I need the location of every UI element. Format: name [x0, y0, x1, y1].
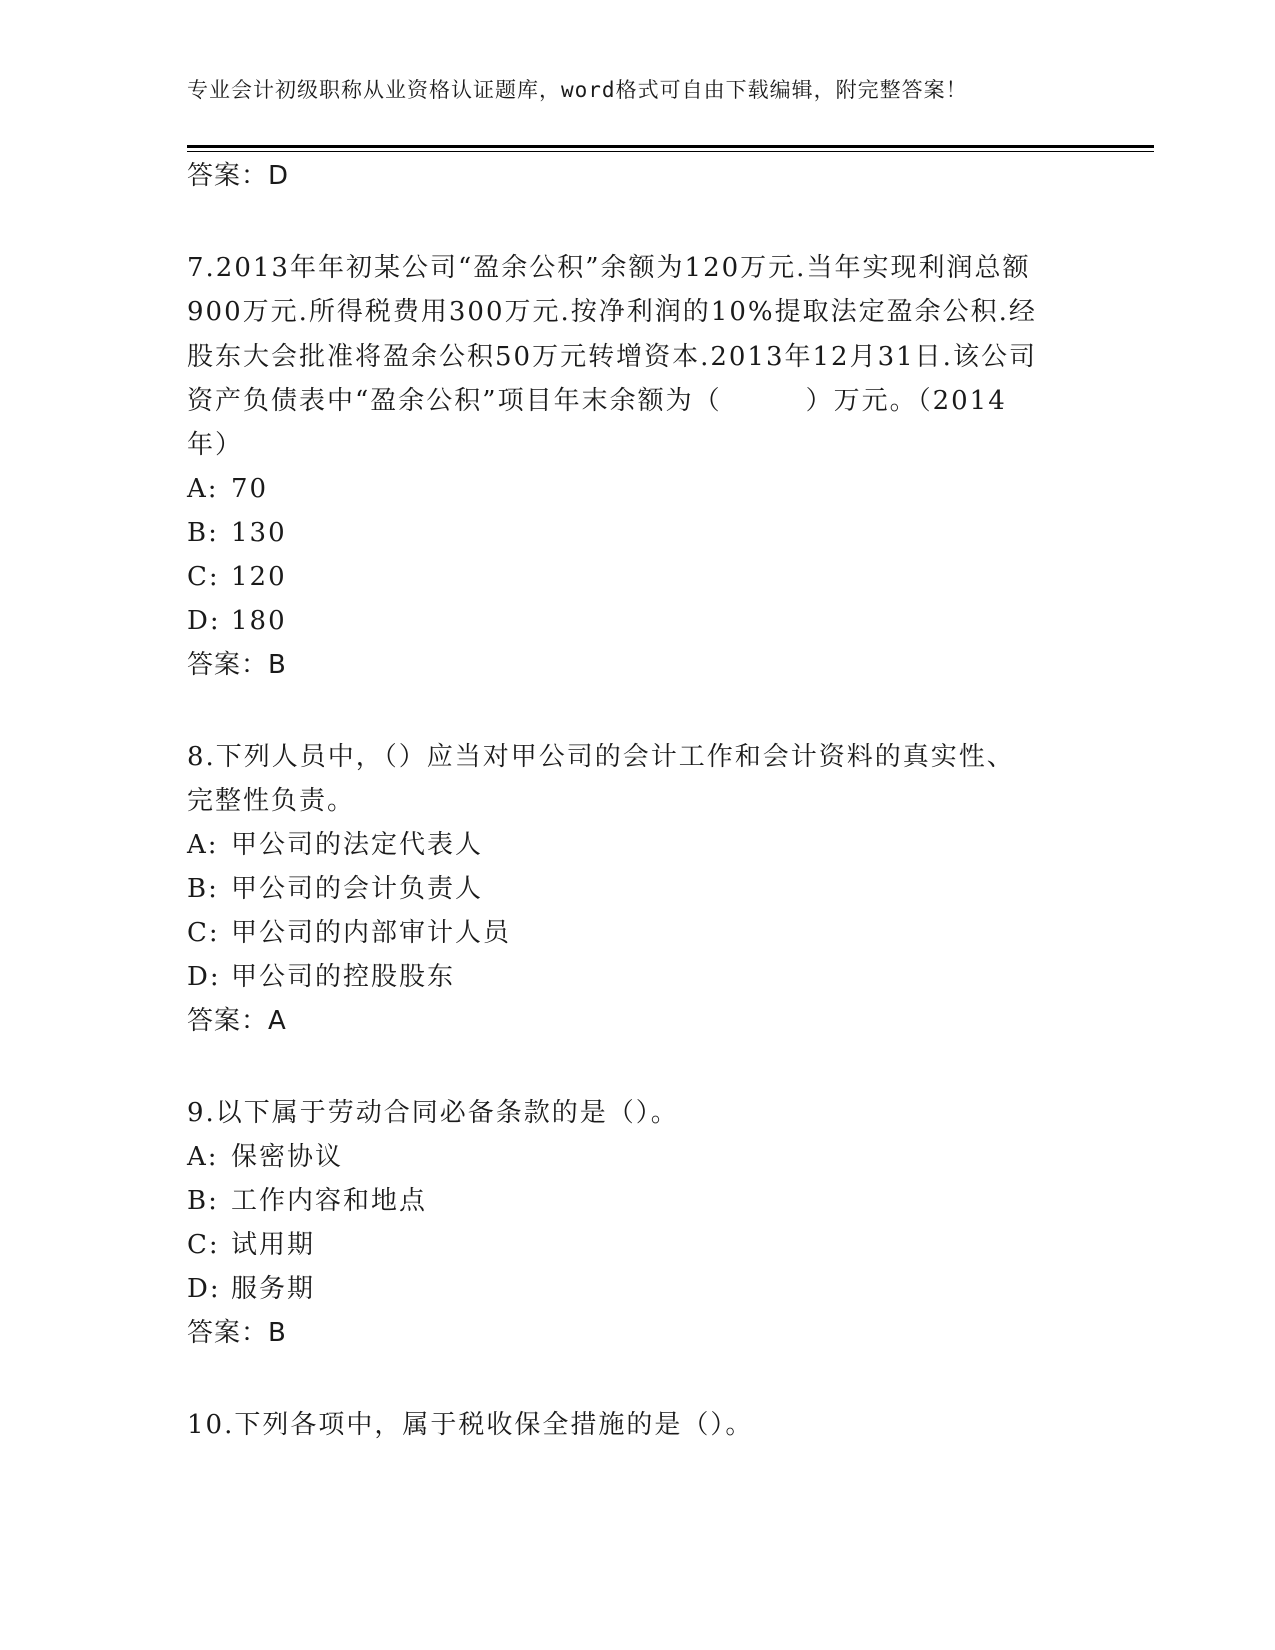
option-letter: B:	[187, 1186, 219, 1216]
question-8-line-1: 8.下列人员中，（）应当对甲公司的会计工作和会计资料的真实性、	[187, 742, 1015, 772]
option-7-b	[187, 513, 287, 553]
header-rule-thin	[187, 151, 1154, 152]
question-7-line-3: 股东大会批准将盈余公积50万元转增资本.2013年12月31日.该公司	[187, 342, 1037, 372]
question-10-line-1: 10.下列各项中，属于税收保全措施的是（）。	[187, 1410, 754, 1440]
question-7-line-5: 年）	[187, 430, 244, 460]
option-8-d	[187, 957, 455, 997]
question-7-line-1: 7.2013年年初某公司“盈余公积”余额为120万元.当年实现利润总额	[187, 253, 1031, 283]
question-8-line-2: 完整性负责。	[187, 786, 356, 816]
option-8-c	[187, 913, 511, 953]
option-9-a	[187, 1137, 343, 1177]
option-text: 甲公司的会计负责人	[231, 874, 484, 904]
option-text: 工作内容和地点	[231, 1186, 428, 1216]
option-9-d	[187, 1269, 315, 1309]
option-7-c	[187, 557, 287, 597]
option-letter: A:	[187, 1142, 219, 1172]
option-letter: A:	[187, 830, 219, 860]
option-letter: C:	[187, 918, 220, 948]
option-text: 70	[231, 474, 269, 504]
question-9-line-1: 9.以下属于劳动合同必备条款的是（）。	[187, 1098, 679, 1128]
page-header: 专业会计初级职称从业资格认证题库，word格式可自由下载编辑，附完整答案！	[187, 78, 968, 102]
answer-9: 答案：B	[187, 1318, 287, 1348]
option-letter: C:	[187, 562, 220, 592]
option-text: 甲公司的内部审计人员	[231, 918, 512, 948]
option-9-c	[187, 1225, 315, 1265]
option-8-b	[187, 869, 483, 909]
option-8-a	[187, 825, 483, 865]
option-7-d	[187, 601, 287, 641]
option-letter: D:	[187, 962, 221, 992]
question-7-line-4: 资产负债表中“盈余公积”项目年末余额为（ ）万元。（2014	[187, 386, 1007, 416]
question-7-line-2: 900万元.所得税费用300万元.按净利润的10%提取法定盈余公积.经	[187, 297, 1037, 327]
option-letter: D:	[187, 1274, 221, 1304]
option-letter: D:	[187, 606, 221, 636]
option-letter: B:	[187, 518, 219, 548]
answer-7: 答案：B	[187, 650, 287, 680]
option-7-a	[187, 469, 268, 509]
answer-prev: 答案：D	[187, 161, 290, 191]
header-rule-thick	[187, 145, 1154, 148]
option-text: 保密协议	[231, 1142, 344, 1172]
option-text: 180	[231, 606, 287, 636]
option-text: 130	[231, 518, 287, 548]
option-text: 试用期	[231, 1230, 316, 1260]
option-letter: A:	[187, 474, 219, 504]
option-letter: B:	[187, 874, 219, 904]
option-text: 120	[231, 562, 287, 592]
option-letter: C:	[187, 1230, 220, 1260]
option-text: 甲公司的控股股东	[231, 962, 456, 992]
option-text: 服务期	[231, 1274, 316, 1304]
option-text: 甲公司的法定代表人	[231, 830, 484, 860]
option-9-b	[187, 1181, 427, 1221]
answer-8: 答案：A	[187, 1006, 287, 1036]
